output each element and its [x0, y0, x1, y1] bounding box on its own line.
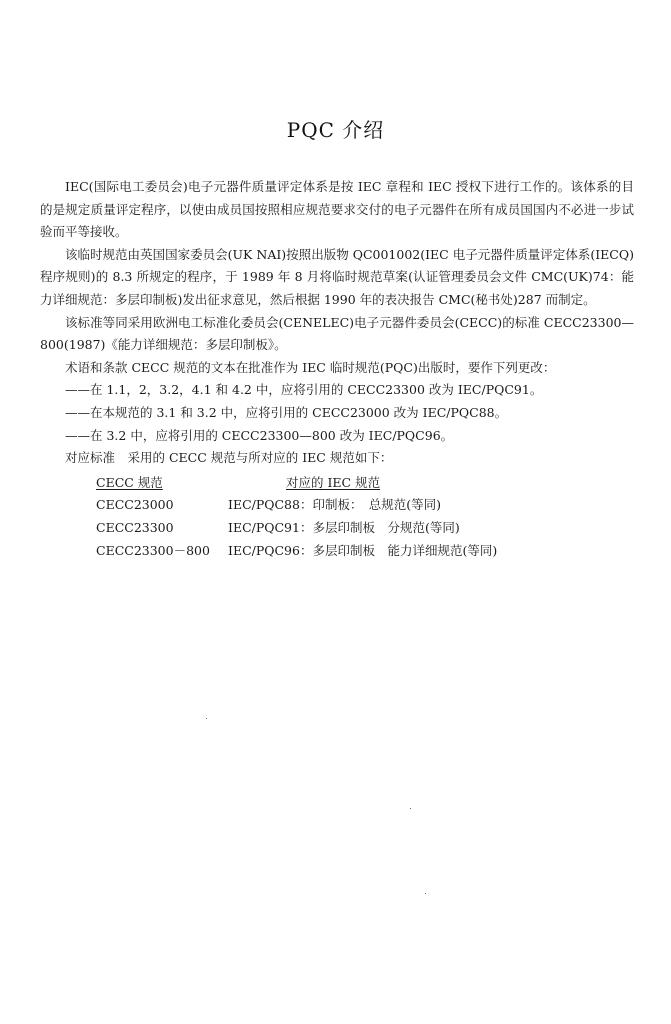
- table-header-row: [96, 472, 497, 495]
- table-header-cell: 对应的 IEC 规范: [286, 474, 381, 490]
- scan-speck: [410, 808, 411, 809]
- change-item: ——在本规范的 3.1 和 3.2 中，应将引用的 CECC23000 改为 IEC/PQC88。: [65, 404, 508, 420]
- correspondence-intro: 对应标准 采用的 CECC 规范与所对应的 IEC 规范如下：: [65, 450, 393, 466]
- paragraph-iec-system: IEC(国际电工委员会)电子元器件质量评定体系是按 IEC 章程和 IEC 授权下进行工作的。该体系的目的是规定质量评定程序，以使由成员国按照相应规范要求交付的电子元器件在所有成员国国内不必进一步试验而平等接收。: [40, 179, 634, 240]
- table-cell: IEC/PQC88：印制板： 总规范(等同): [228, 497, 441, 513]
- table-row: [96, 540, 497, 563]
- table-cell: IEC/PQC96：多层印制板 能力详细规范(等同): [228, 542, 498, 558]
- table-cell: CECC23300: [96, 519, 174, 535]
- document-body: [40, 176, 634, 562]
- table-cell: CECC23000: [96, 497, 174, 513]
- page-title: PQC 介绍: [286, 118, 385, 142]
- table-row: [96, 517, 497, 540]
- scan-speck: [425, 893, 426, 894]
- paragraph-interim-spec: 该临时规范由英国国家委员会(UK NAI)按照出版物 QC001002(IEC 电子元器件质量评定体系(IECQ)程序规则)的 8.3 所规定的程序，于 1989 年 8 月将临时规范草案(认证管理委员会文件 CMC(UK)74：能力详细规范：多层印制板)发出征求意见，然后根据 1990 年的表决报告 CMC(秘书处)287 而制定。: [40, 246, 634, 307]
- table-cell: IEC/PQC91：多层印制板 分规范(等同): [228, 519, 460, 535]
- table-row: [96, 494, 497, 517]
- paragraph-standard-adoption: 该标准等同采用欧洲电工标准化委员会(CENELEC)电子元器件委员会(CECC)的标准 CECC23300—800(1987)《能力详细规范：多层印制板》。: [40, 314, 634, 353]
- correspondence-table: [96, 472, 497, 562]
- paragraph-changes-intro: 术语和条款 CECC 规范的文本在批准作为 IEC 临时规范(PQC)出版时，要作下列更改：: [65, 359, 556, 375]
- table-cell: CECC23300－800: [96, 542, 210, 558]
- change-item: ——在 3.2 中，应将引用的 CECC23300—800 改为 IEC/PQC96。: [65, 427, 454, 443]
- change-item: ——在 1.1，2，3.2，4.1 和 4.2 中，应将引用的 CECC23300 改为 IEC/PQC91。: [65, 382, 543, 398]
- scan-speck: [206, 718, 207, 719]
- table-header-cell: CECC 规范: [96, 474, 163, 490]
